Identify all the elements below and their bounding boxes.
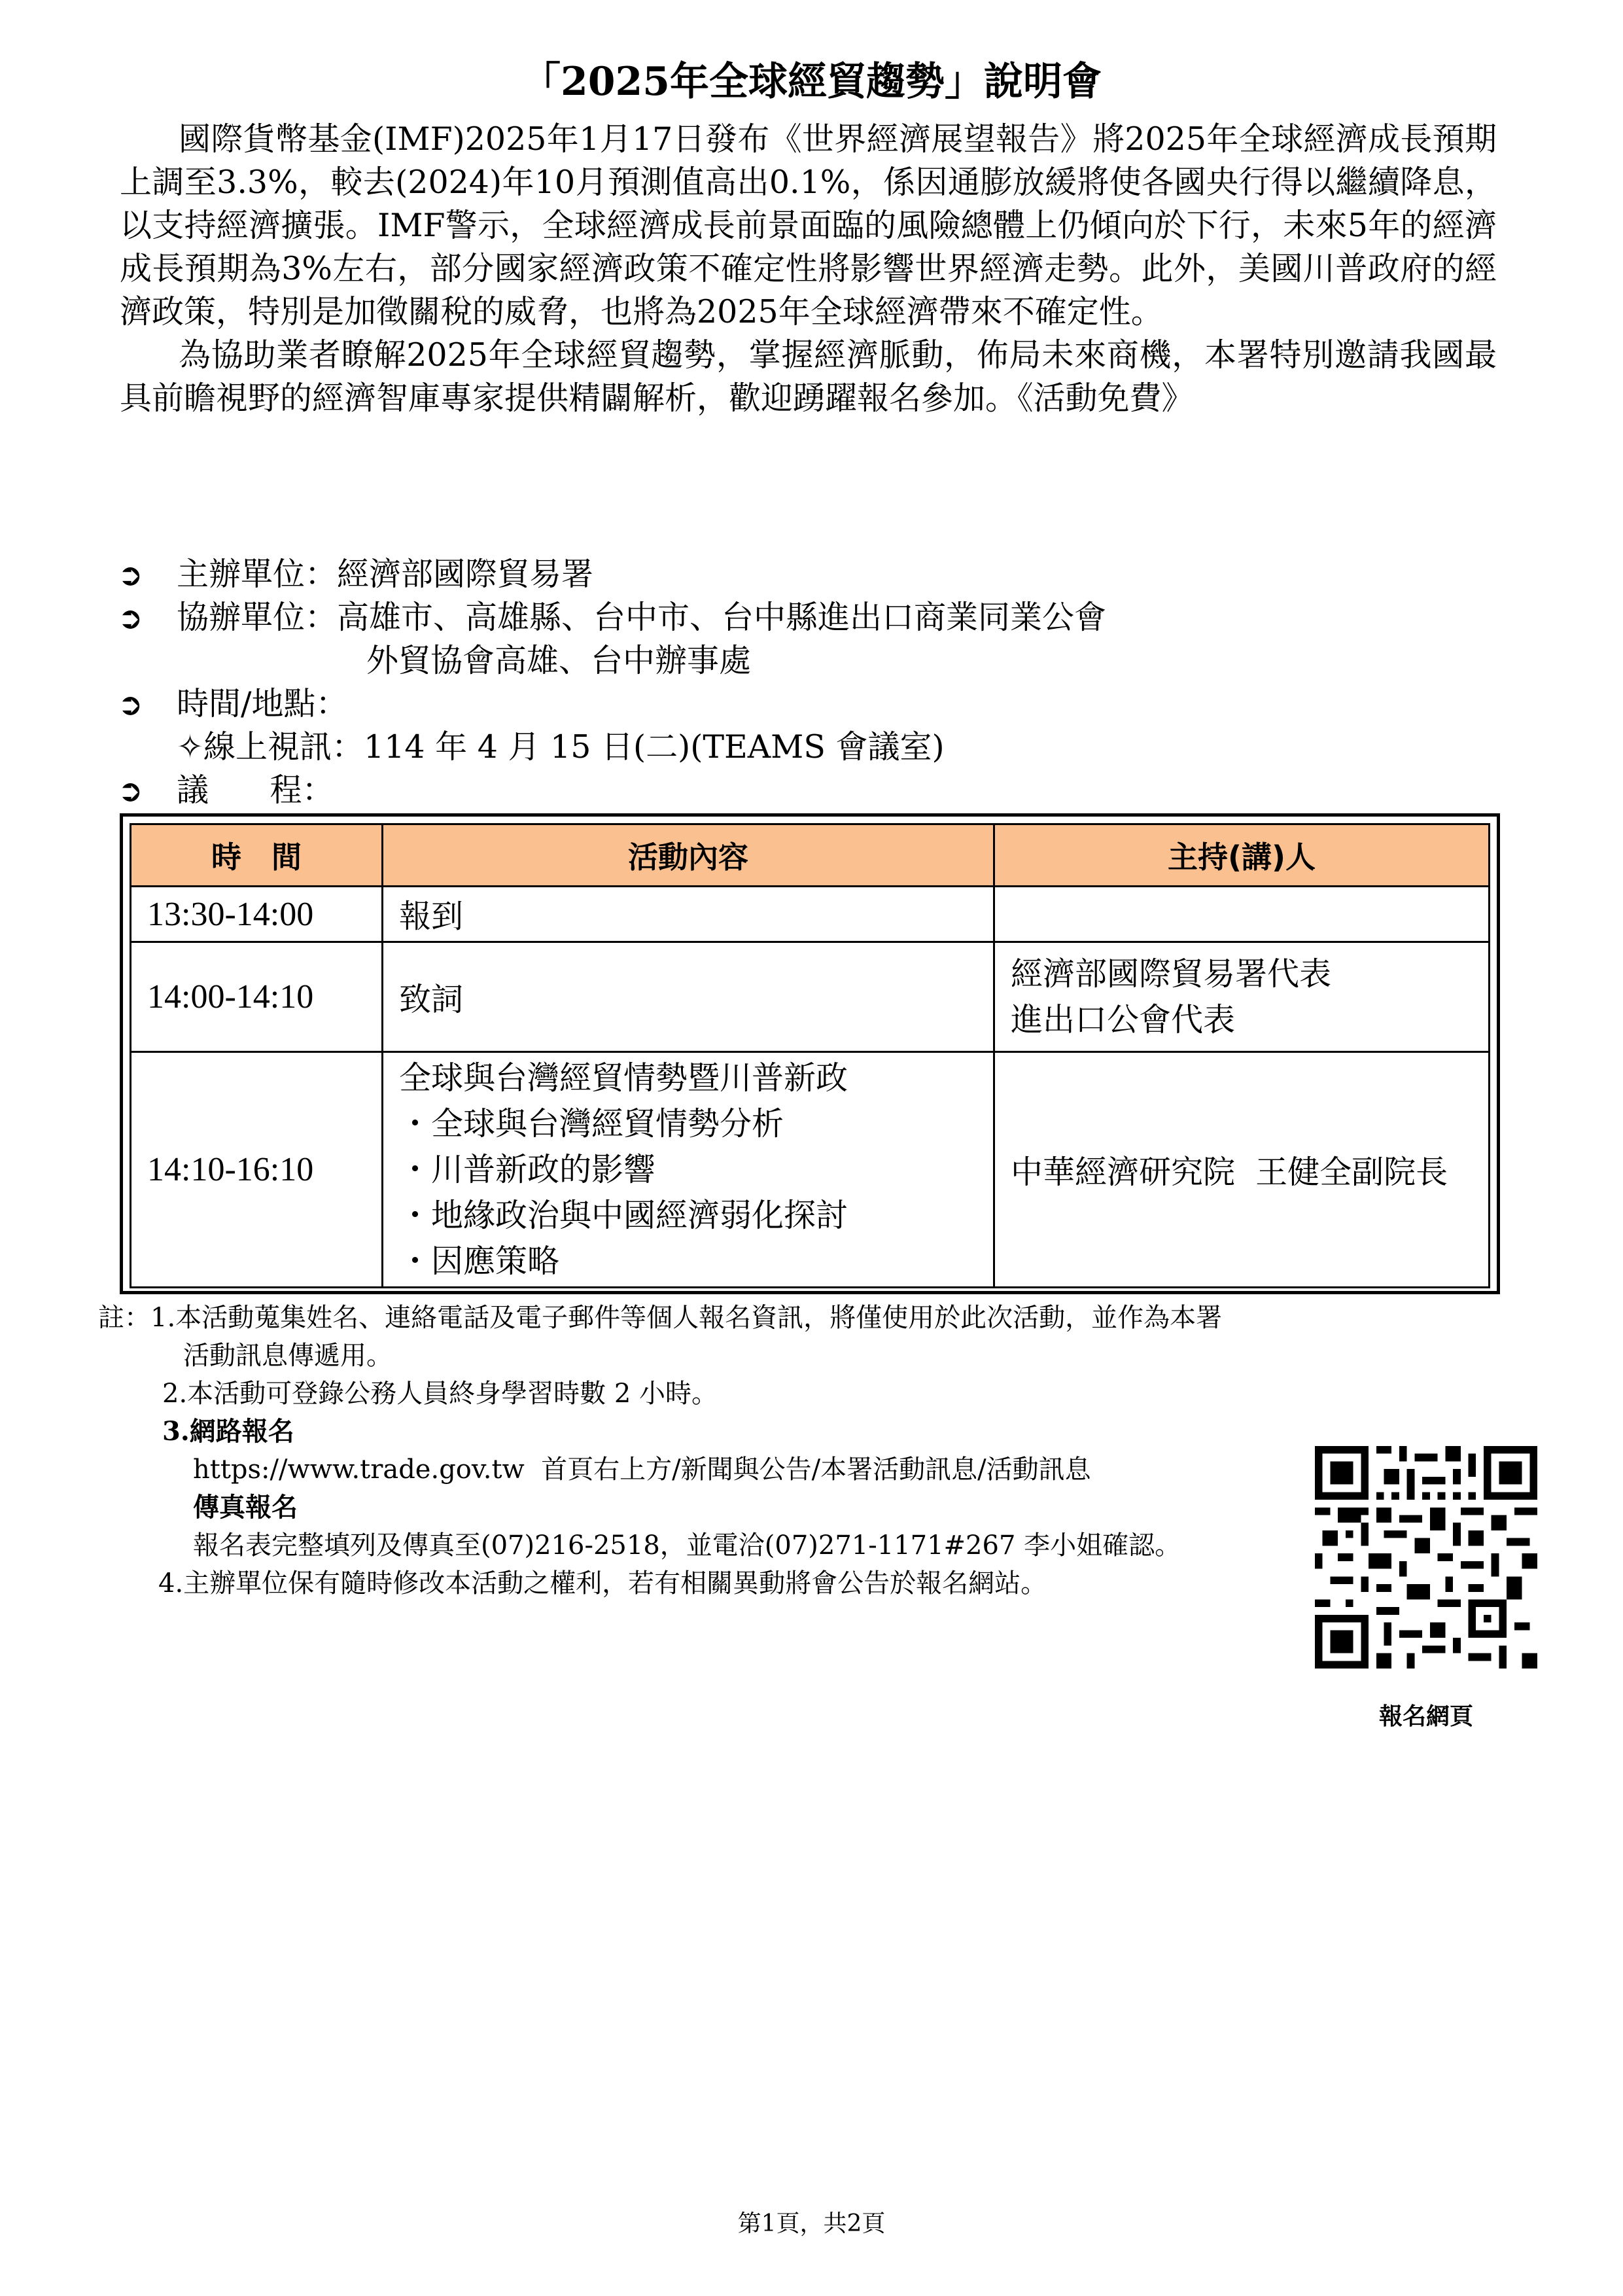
- agenda-table-frame: [120, 813, 1500, 1294]
- note-3-label: 3.網路報名: [162, 1416, 294, 1447]
- host-line: 進出口公會代表: [1011, 1000, 1236, 1038]
- intro-paragraph-2: 為協助業者瞭解2025年全球經貿趨勢，掌握經濟脈動，佈局未來商機，本署特別邀請我國最具前瞻視野的經濟智庫專家提供精闢解析，歡迎踴躍報名參加。《活動免費》: [120, 336, 1497, 417]
- row-host: [994, 887, 1490, 942]
- row-time: 14:10-16:10: [131, 1052, 383, 1288]
- arrow-bullet-icon: ➲: [118, 557, 143, 592]
- co-organizer-label: 協辦單位：: [177, 599, 338, 636]
- note-2: 2.本活動可登錄公務人員終身學習時數 2 小時。: [162, 1379, 718, 1409]
- row-content: [383, 887, 994, 942]
- co-organizer-value-1: 高雄市、高雄縣、台中市、台中縣進出口商業同業公會: [337, 599, 1107, 636]
- content-line: ・全球與台灣經貿情勢分析: [399, 1104, 784, 1142]
- table-row: [131, 887, 1490, 942]
- qr-code-label: 報名網頁: [1378, 1703, 1473, 1730]
- registration-url[interactable]: https://www.trade.gov.tw 首頁右上方/新聞與公告/本署活動訊息/活動訊息: [193, 1455, 1091, 1485]
- content-line: 致詞: [399, 980, 464, 1018]
- notes-section: [98, 1299, 1498, 1602]
- row-host: [994, 1052, 1490, 1288]
- online-session: ✧線上視訊：114 年 4 月 15 日(二)(TEAMS 會議室): [177, 728, 945, 766]
- intro-paragraph-1: 國際貨幣基金(IMF)2025年1月17日發布《世界經濟展望報告》將2025年全球經濟成長預期上調至3.3%，較去(2024)年10月預測值高出0.1%，係因通膨放緩將使各國央行得以繼續降息，以支持經濟擴張。IMF警示，全球經濟成長前景面臨的風險總體上仍傾向於下行，未來5年的經濟成長預期為3%左右，部分國家經濟政策不確定性將影響世界經濟走勢。此外，美國川普政府的經濟政策，特別是加徵關稅的威脅，也將為2025年全球經濟帶來不確定性。: [120, 120, 1497, 330]
- organizer-label: 主辦單位：: [177, 556, 338, 593]
- row-host: [994, 942, 1490, 1052]
- time-place-row: [118, 682, 1492, 726]
- row-content: [383, 942, 994, 1052]
- row-content: [383, 1052, 994, 1288]
- content-line: 全球與台灣經貿情勢暨川普新政: [399, 1059, 848, 1097]
- header-host: 主持(講)人: [994, 824, 1490, 887]
- agenda-header-row: [131, 824, 1490, 887]
- host-line: 中華經濟研究院 王健全副院長: [1011, 1153, 1448, 1191]
- content-line: ・地緣政治與中國經濟弱化探討: [399, 1196, 848, 1234]
- note-4: 4.主辦單位保有隨時修改本活動之權利，若有相關異動將會公告於報名網站。: [158, 1568, 1047, 1598]
- arrow-bullet-icon: ➲: [118, 773, 143, 808]
- co-organizer-value-2: 外貿協會高雄、台中辦事處: [366, 642, 752, 679]
- arrow-bullet-icon: ➲: [118, 686, 143, 722]
- note-1-continued: 活動訊息傳遞用。: [183, 1341, 393, 1371]
- qr-code-icon[interactable]: [1315, 1446, 1537, 1669]
- organizer-row: [118, 553, 1492, 596]
- organizer-value: 經濟部國際貿易署: [337, 556, 594, 593]
- header-time: 時 間: [131, 824, 383, 887]
- content-line: ・川普新政的影響: [399, 1150, 656, 1188]
- table-row: [131, 1052, 1490, 1288]
- intro-section: [120, 118, 1497, 420]
- content-line: ・因應策略: [399, 1242, 560, 1280]
- agenda-label-row: [118, 769, 1492, 812]
- content-line: 報到: [399, 898, 464, 935]
- row-time: 13:30-14:00: [131, 887, 383, 942]
- note-1: 註：1.本活動蒐集姓名、連絡電話及電子郵件等個人報名資訊，將僅使用於此次活動，並作為本署: [98, 1303, 1223, 1333]
- fax-label: 傳真報名: [193, 1492, 298, 1523]
- time-place-label: 時間/地點：: [177, 685, 348, 722]
- page-footer: 第1頁，共2頁: [737, 2210, 886, 2237]
- event-info: [118, 553, 1492, 812]
- fax-instructions: 報名表完整填列及傳真至(07)216-2518，並電洽(07)271-1171#267 李小姐確認。: [193, 1530, 1181, 1561]
- host-line: 經濟部國際貿易署代表: [1011, 955, 1332, 993]
- agenda-table: [130, 823, 1490, 1288]
- agenda-label: 議 程：: [177, 771, 334, 809]
- arrow-bullet-icon: ➲: [118, 600, 143, 635]
- table-row: [131, 942, 1490, 1052]
- header-content: 活動內容: [383, 824, 994, 887]
- page-title: 「2025年全球經貿趨勢」說明會: [521, 59, 1102, 105]
- co-organizer-row: [118, 596, 1492, 639]
- row-time: 14:00-14:10: [131, 942, 383, 1052]
